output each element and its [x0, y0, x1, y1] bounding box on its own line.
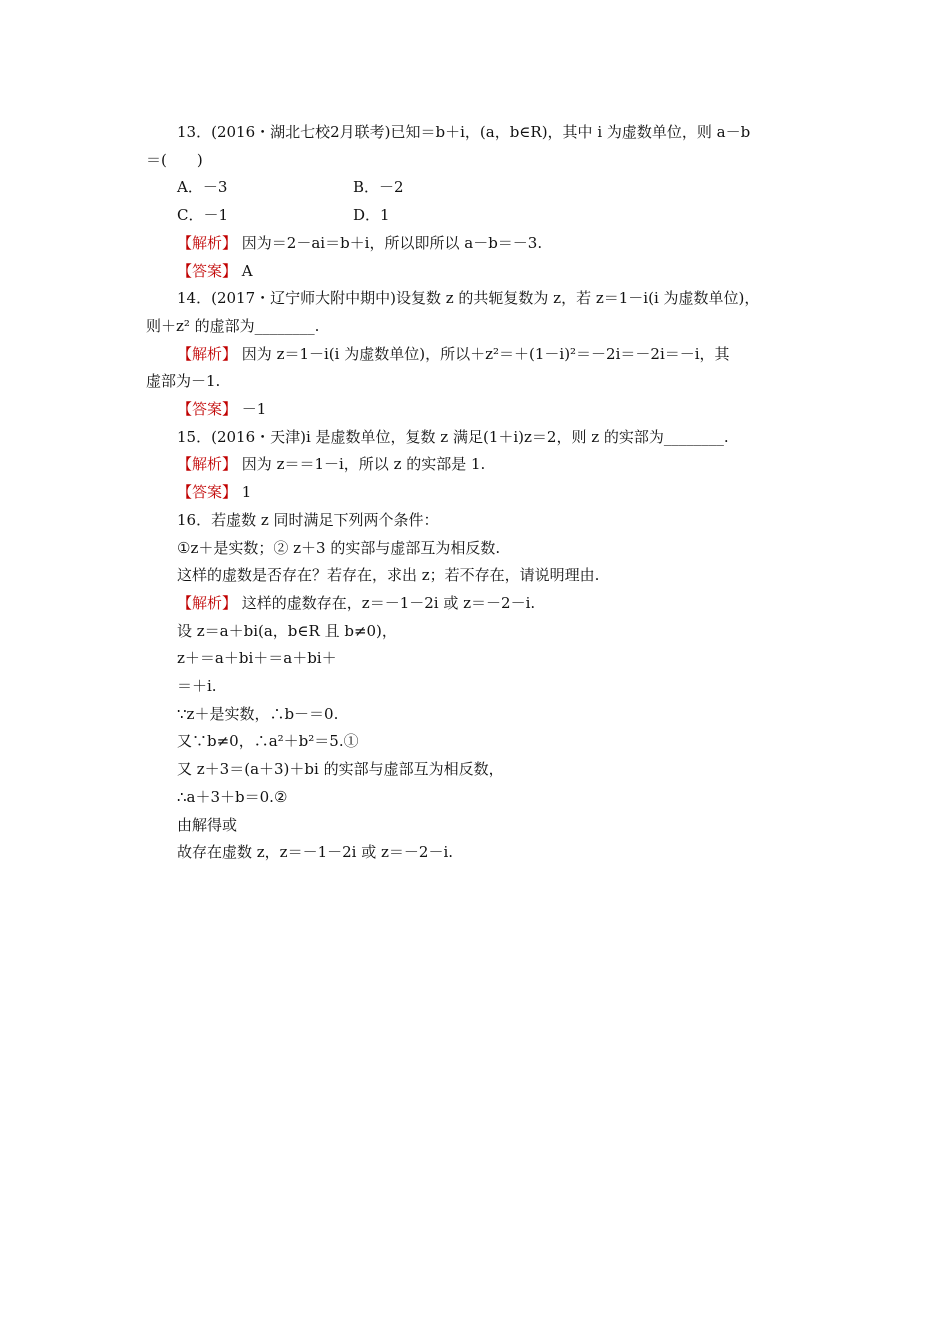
- q13-answer: [146, 258, 811, 286]
- q15-stem: 15．(2016・天津)i 是虚数单位，复数 z 满足(1＋i)z＝2，则 z 的实部为________.: [177, 427, 729, 446]
- q16-analysis: [146, 590, 811, 618]
- q16-step: 又∵b≠0，∴a²＋b²＝5.①: [177, 732, 359, 751]
- analysis-tag: 【解析】: [177, 593, 238, 612]
- analysis-tag: 【解析】: [177, 344, 238, 363]
- q16-step: 设 z＝a＋bi(a，b∈R 且 b≠0)，: [177, 621, 397, 640]
- q13-options-row-1: [146, 174, 811, 202]
- q16-stem-line-1: 16．若虚数 z 同时满足下列两个条件：: [177, 510, 439, 529]
- answer-tag: 【答案】: [177, 483, 238, 502]
- q15-answer: [146, 479, 811, 507]
- q14-analysis-cont: 虚部为－1.: [146, 372, 221, 391]
- q14-stem-line-1: 14．(2017・辽宁师大附中期中)设复数 z 的共轭复数为 z，若 z＝1－i(i 为虚数单位)，: [177, 289, 760, 308]
- q14-answer: [146, 396, 811, 424]
- q14-answer-text: －1: [241, 400, 267, 419]
- q14-stem-line-2: 则＋z² 的虚部为________.: [146, 316, 320, 335]
- q16-step: ∵z＋是实数，∴b－＝0.: [177, 704, 339, 723]
- q15-answer-text: 1: [241, 483, 252, 502]
- q13-option-a: A．－3: [177, 178, 228, 197]
- q13-answer-text: A: [241, 261, 253, 280]
- q14-analysis: [146, 341, 811, 369]
- document-content: [146, 119, 811, 867]
- q13-option-d: D．1: [353, 206, 390, 225]
- q13-option-b: B．－2: [353, 178, 404, 197]
- q13-stem-line-1: 13．(2016・湖北七校2月联考)已知＝b＋i，(a，b∈R)，其中 i 为虚数单位，则 a－b: [177, 123, 751, 141]
- q13-analysis: [146, 230, 811, 258]
- q16-step: z＋＝a＋bi＋＝a＋bi＋: [177, 649, 337, 668]
- answer-tag: 【答案】: [177, 261, 238, 280]
- q16-step: 又 z＋3＝(a＋3)＋bi 的实部与虚部互为相反数，: [177, 760, 504, 779]
- q16-step: ＝＋i.: [177, 677, 217, 696]
- q13-option-c: C．－1: [177, 206, 229, 225]
- q16-analysis-text: 这样的虚数存在，z＝－1－2i 或 z＝－2－i.: [241, 593, 536, 612]
- analysis-tag: 【解析】: [177, 233, 238, 252]
- q13-analysis-text: 因为＝2－ai＝b＋i，所以即所以 a－b＝－3.: [241, 233, 543, 252]
- q14-analysis-text: 因为 z＝1－i(i 为虚数单位)，所以＋z²＝＋(1－i)²＝－2i＝－2i＝－i，其: [241, 344, 730, 363]
- q16-stem-line-2: ①z＋是实数；② z＋3 的实部与虚部互为相反数.: [177, 538, 501, 557]
- q16-step: 由解得或: [177, 815, 238, 834]
- q16-stem-line-3: 这样的虚数是否存在？若存在，求出 z；若不存在，请说明理由.: [177, 566, 600, 585]
- q16-step: 故存在虚数 z，z＝－1－2i 或 z＝－2－i.: [177, 843, 454, 862]
- q15-analysis: [146, 451, 811, 479]
- q16-step: ∴a＋3＋b＝0.②: [177, 787, 288, 806]
- q13-options-row-2: [146, 202, 811, 230]
- q15-analysis-text: 因为 z＝＝1－i，所以 z 的实部是 1.: [241, 455, 486, 474]
- q13-stem-line-2: ＝( ): [146, 150, 203, 169]
- analysis-tag: 【解析】: [177, 455, 238, 474]
- answer-tag: 【答案】: [177, 400, 238, 419]
